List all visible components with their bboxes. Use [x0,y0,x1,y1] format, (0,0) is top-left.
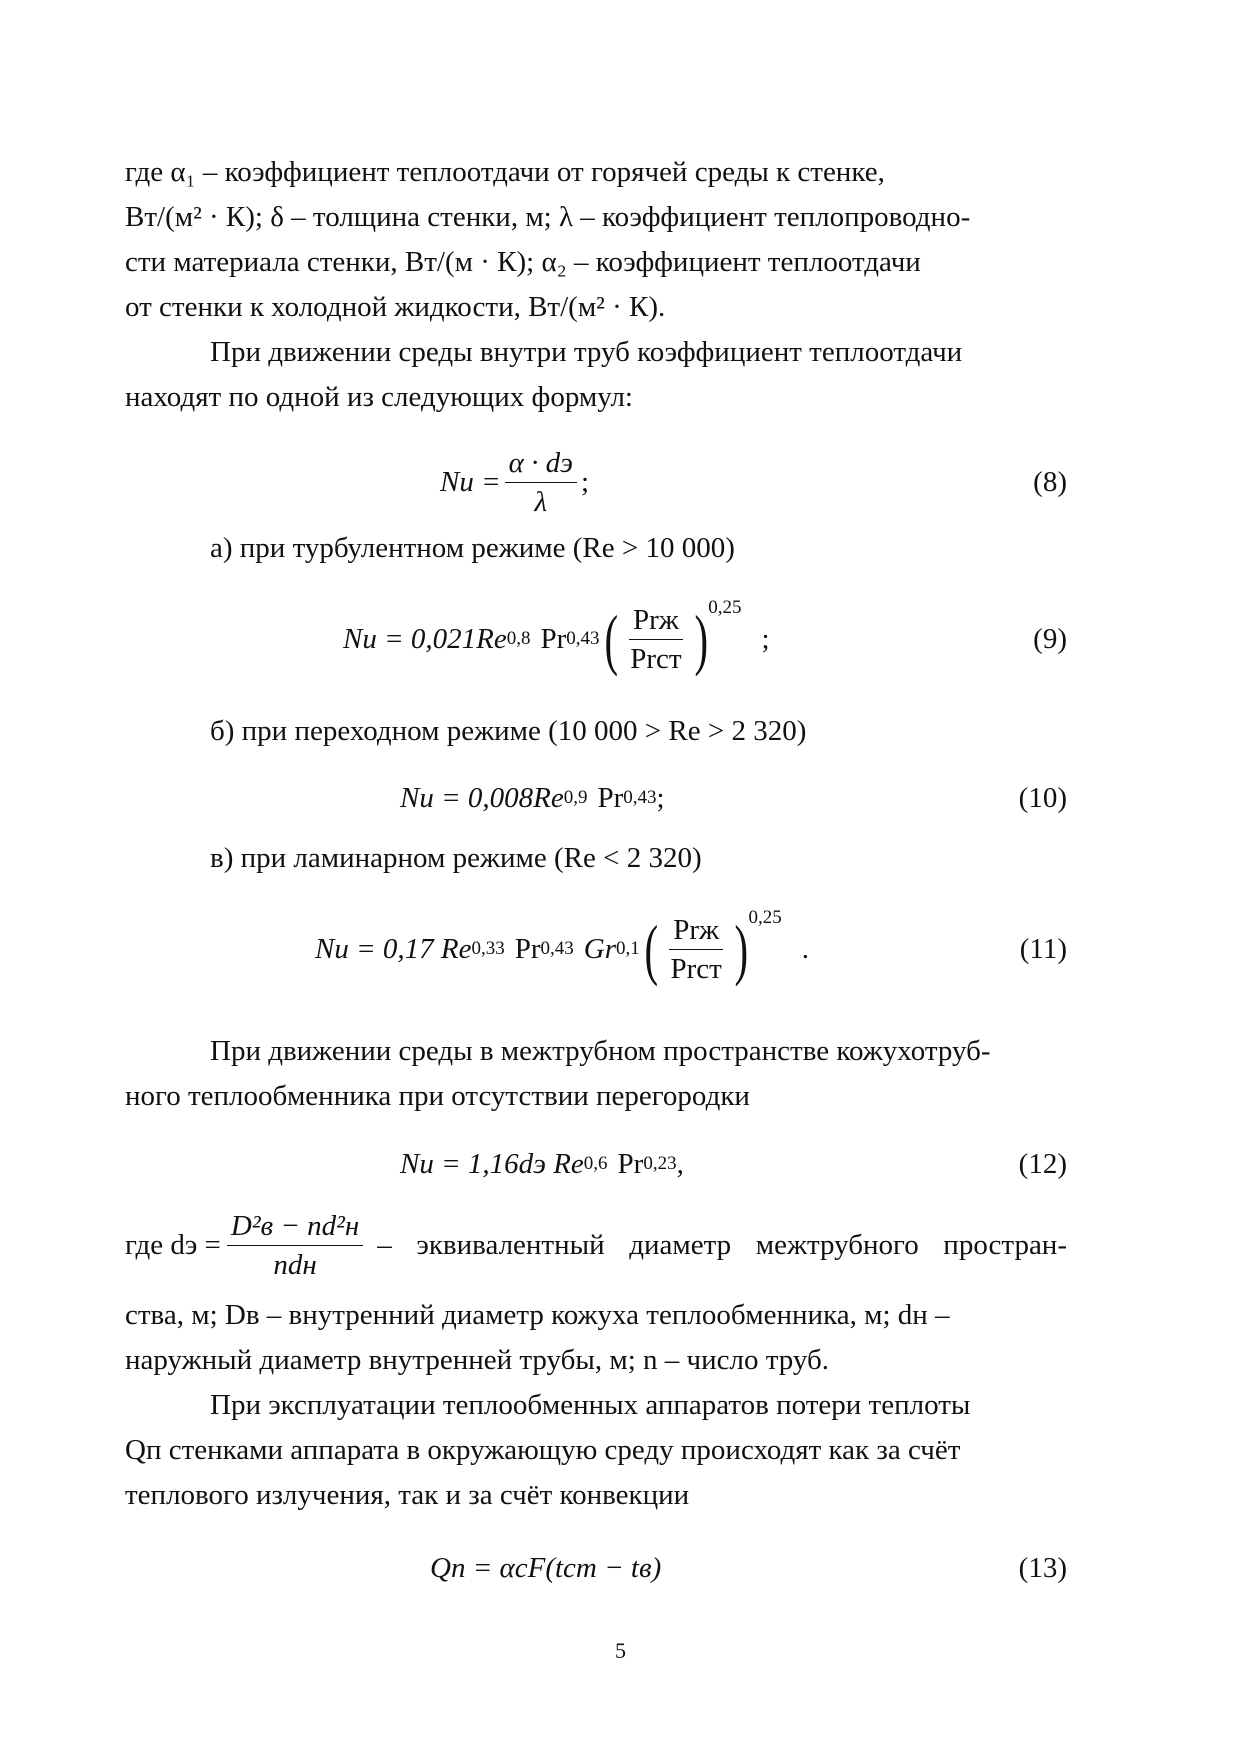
equation-11: Nu = 0,17 Re 0,33 Pr 0,43 Gr 0,1 ( $\frac{\text{Prж}}{\text{Prст}}$ ) 0,25 . (11) [315,906,1067,987]
equation-13 [125,1528,1067,1608]
page-number: 5 [615,1638,626,1663]
equation-12: Nu = 1,16dэ Re 0,6 Pr 0,23 , (12) [400,1147,1067,1180]
para1-line1: где α₁ – коэффициент теплоотдачи от горячей среды к стенке, [125,156,885,188]
para4-line1 [125,1203,1067,1287]
eq13-expr: Qп = αсF(tст − tв) [430,1551,662,1584]
eq10-number: (10) [1018,781,1067,814]
eq8-number: (8) [1033,465,1067,498]
para4-where: где dэ = [125,1229,221,1261]
para4-numerator: D²в − nd²н [227,1209,363,1246]
para4-fraction [227,1209,363,1282]
para1-line3: сти материала стенки, Вт/(м · К); α₂ – коэффициент теплоотдачи [125,246,921,278]
eq11-lhs: Nu = 0,17 Re [315,932,472,965]
eq8-lhs: Nu = [440,465,501,498]
para5-line3: теплового излучения, так и за счёт конвекции [125,1479,690,1511]
eq8-tail: ; [580,465,589,498]
para4-line3: наружный диаметр внутренней трубы, м; n – число труб. [125,1344,830,1376]
eq8-numerator: α · dэ [505,446,577,483]
para2-line1: При движении среды внутри труб коэффициент теплоотдачи [210,336,963,368]
eq11-fraction [666,913,725,986]
eq11-numerator: Prж [669,913,723,950]
eq9-right-paren: ) [694,601,708,677]
eq13-number: (13) [1018,1551,1067,1584]
eq11-right-paren: ) [734,911,748,987]
eq11-number: (11) [1019,932,1067,965]
eq10-lhs: Nu = 0,008Re [400,781,564,814]
eq9-pr: Pr [540,622,567,655]
para2-line2: находят по одной из следующих формул: [125,381,633,413]
para5-line1: При эксплуатации теплообменных аппаратов потери теплоты [210,1389,971,1421]
eq9-left-paren: ( [604,601,618,677]
para5-line2: Qп стенками аппарата в окружающую среду происходят как за счёт [125,1434,961,1466]
eq12-number: (12) [1018,1147,1067,1180]
eq12-tail: , [676,1147,684,1180]
equation-8 [125,438,1067,526]
eq9-exp-outer: 0,25 [708,596,742,618]
eq9-tail: ; [761,622,770,655]
equation-9: Nu = 0,021Re 0,8 Pr 0,43 ( $\frac{\text{Prж}}{\text{Prст}}$ ) 0,25 ; (9) [343,596,1067,677]
equation-10: Nu = 0,008Re 0,9 Pr 0,43 ; (10) [400,781,1067,814]
mode-a-text: а) при турбулентном режиме (Re > 10 000) [210,532,735,564]
para4-line2: ства, м; Dв – внутренний диаметр кожуха теплообменника, м; dн – [125,1299,950,1331]
eq11-pr: Pr [514,932,541,965]
eq9-denominator: Prст [630,642,682,675]
eq11-left-paren: ( [644,911,658,987]
eq8-fraction [505,446,577,519]
para3-line1: При движении среды в межтрубном пространстве кожухотруб- [210,1035,991,1067]
eq11-denominator: Prст [670,952,722,985]
eq11-exp-outer: 0,25 [748,906,782,928]
eq12-pr: Pr [617,1147,644,1180]
eq12-lhs: Nu = 1,16dэ Re [400,1147,584,1180]
para3-line2: ного теплообменника при отсутствии перегородки [125,1080,750,1112]
eq9-lhs: Nu = 0,021Re [343,622,507,655]
para4-line1-tail: – эквивалентный диаметр межтрубного простран- [377,1229,1067,1261]
mode-b-text: б) при переходном режиме (10 000 > Re > 2 320) [210,715,807,747]
eq11-gr: Gr [583,932,617,965]
para1-line2: Вт/(м² · К); δ – толщина стенки, м; λ – коэффициент теплопроводно- [125,201,971,233]
eq9-numerator: Prж [629,603,683,640]
mode-c-text: в) при ламинарном режиме (Re < 2 320) [210,842,702,874]
page-content [125,150,1067,1608]
para1-line4: от стенки к холодной жидкости, Вт/(м² · К). [125,291,666,323]
eq9-number: (9) [1033,622,1067,655]
eq9-fraction [626,603,685,676]
eq10-pr: Pr [597,781,624,814]
eq11-tail: . [801,932,809,965]
para4-denominator: ndн [273,1248,317,1281]
eq8-denominator: λ [534,485,548,518]
eq10-tail: ; [656,781,665,814]
